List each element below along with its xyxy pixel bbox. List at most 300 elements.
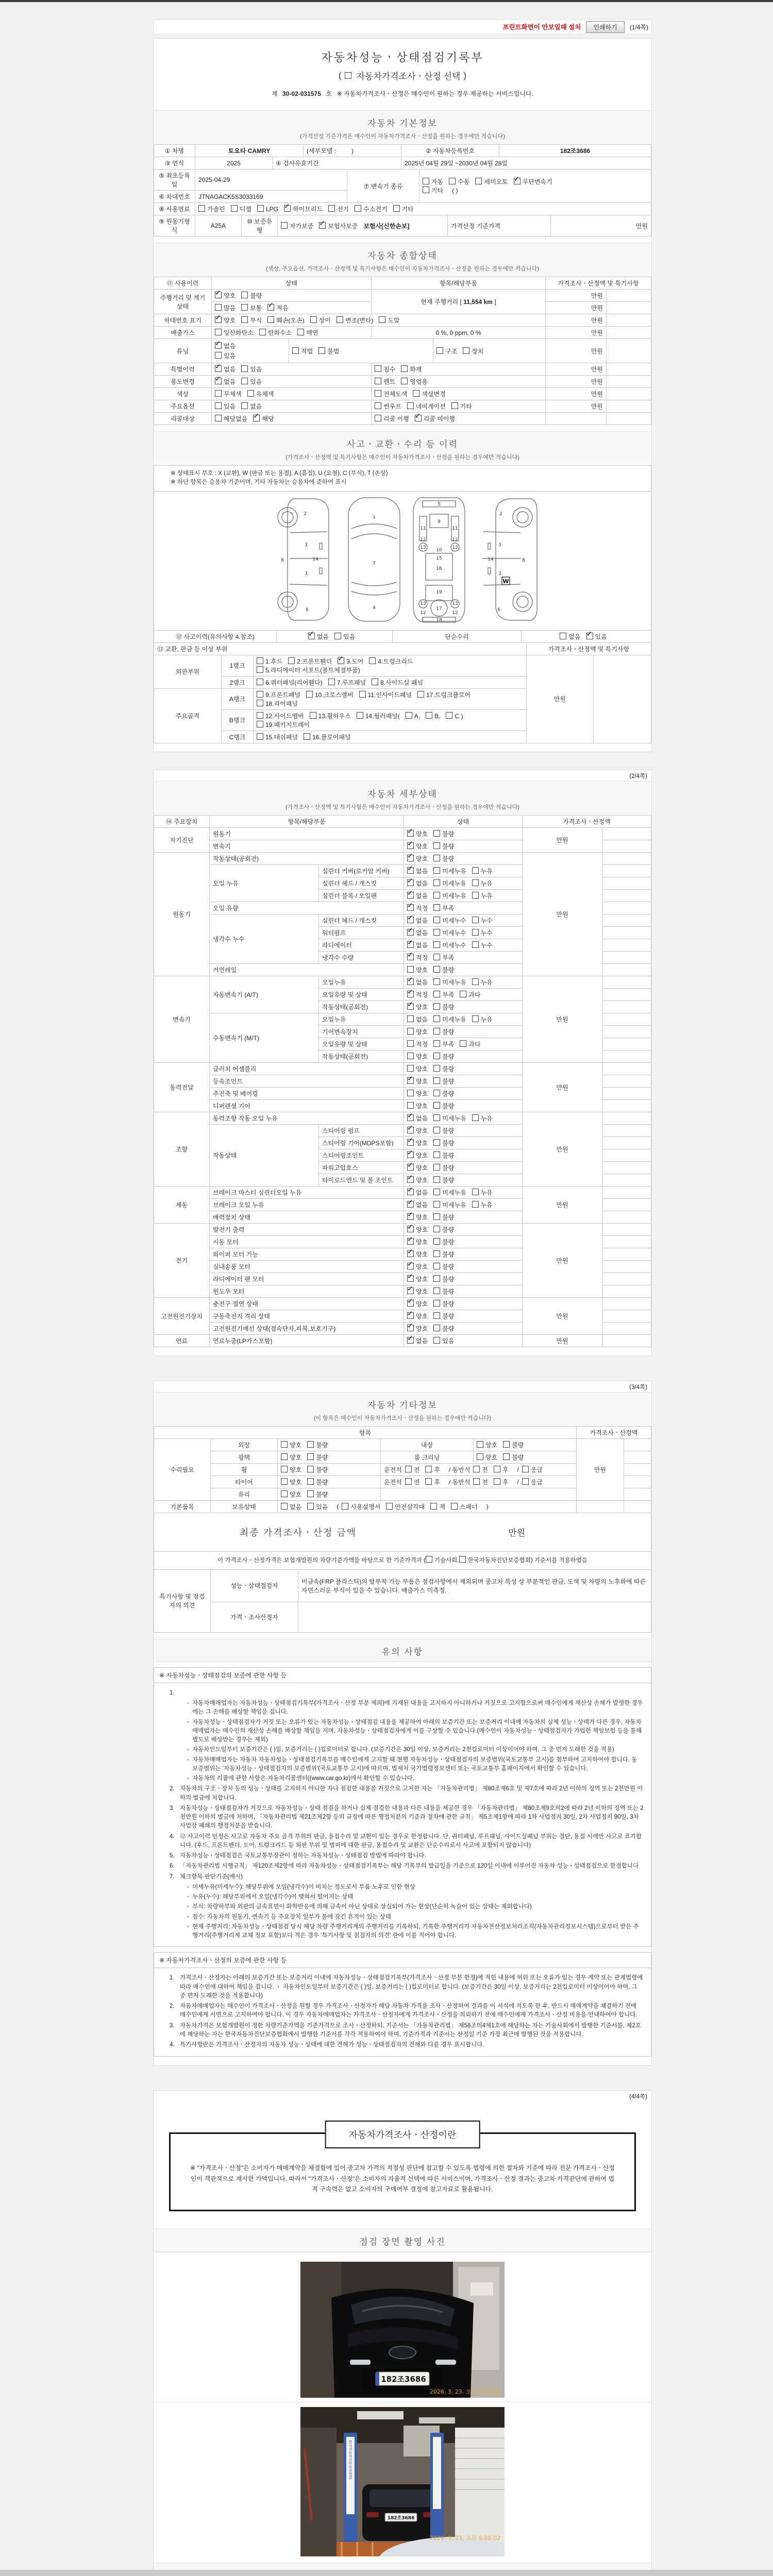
checkbox-icon[interactable] — [433, 929, 440, 936]
checkbox-option[interactable] — [433, 1250, 454, 1259]
basis-engineer-checkbox[interactable] — [426, 1556, 432, 1563]
checkbox-icon[interactable] — [257, 700, 263, 706]
checkbox-option[interactable] — [310, 711, 351, 720]
checkbox-icon[interactable] — [433, 1040, 440, 1047]
checkbox-option[interactable] — [522, 1465, 543, 1474]
checkbox-option[interactable] — [257, 657, 282, 666]
checkbox-option[interactable] — [433, 1262, 454, 1271]
checkbox-option[interactable] — [433, 854, 454, 863]
checkbox-option[interactable] — [307, 1490, 328, 1499]
checkbox-icon[interactable] — [477, 1453, 483, 1460]
checkbox-option[interactable] — [433, 928, 466, 937]
checkbox-icon[interactable] — [433, 1176, 440, 1183]
checkbox-checked-icon[interactable] — [407, 1151, 414, 1158]
checkbox-option[interactable] — [407, 829, 428, 838]
checkbox-icon[interactable] — [407, 966, 414, 973]
checkbox-checked-icon[interactable] — [407, 892, 414, 899]
checkbox-option[interactable] — [215, 402, 236, 411]
checkbox-option[interactable] — [433, 867, 466, 875]
checkbox-icon[interactable] — [231, 205, 238, 212]
checkbox-option[interactable] — [433, 1213, 454, 1222]
checkbox-option[interactable] — [337, 316, 373, 325]
checkbox-option[interactable] — [494, 1478, 509, 1486]
checkbox-option[interactable] — [433, 842, 454, 851]
checkbox-icon[interactable] — [494, 1478, 500, 1485]
checkbox-option[interactable] — [281, 222, 313, 230]
checkbox-icon[interactable] — [292, 347, 299, 354]
checkbox-icon[interactable] — [560, 633, 566, 639]
checkbox-icon[interactable] — [473, 1478, 480, 1485]
checkbox-option[interactable] — [386, 1502, 425, 1511]
checkbox-option[interactable] — [328, 678, 366, 687]
checkbox-icon[interactable] — [472, 1114, 479, 1121]
checkbox-option[interactable] — [514, 177, 552, 186]
checkbox-icon[interactable] — [433, 1189, 440, 1195]
checkbox-icon[interactable] — [379, 316, 385, 323]
checkbox-option[interactable] — [407, 1262, 428, 1271]
checkbox-option[interactable] — [433, 1188, 466, 1197]
checkbox-option[interactable] — [463, 347, 483, 355]
checkbox-option[interactable] — [472, 1188, 493, 1197]
checkbox-option[interactable] — [472, 1114, 493, 1123]
checkbox-option[interactable] — [407, 953, 428, 962]
checkbox-option[interactable] — [472, 978, 493, 987]
checkbox-option[interactable] — [297, 328, 318, 337]
checkbox-option[interactable] — [407, 1139, 428, 1147]
checkbox-option[interactable] — [307, 1478, 328, 1486]
checkbox-icon[interactable] — [472, 929, 479, 936]
checkbox-option[interactable] — [318, 347, 339, 355]
checkbox-option[interactable] — [473, 1478, 488, 1486]
checkbox-option[interactable] — [433, 1126, 454, 1135]
checkbox-icon[interactable] — [433, 1213, 440, 1220]
checkbox-icon[interactable] — [307, 1503, 314, 1510]
checkbox-option[interactable] — [257, 699, 298, 708]
checkbox-icon[interactable] — [281, 1453, 288, 1460]
checkbox-checked-icon[interactable] — [215, 342, 222, 349]
checkbox-option[interactable] — [241, 316, 262, 325]
checkbox-option[interactable] — [417, 690, 470, 699]
checkbox-option[interactable] — [433, 1299, 454, 1308]
checkbox-checked-icon[interactable] — [215, 292, 222, 298]
checkbox-icon[interactable] — [425, 1478, 432, 1485]
checkbox-option[interactable] — [215, 328, 254, 337]
checkbox-option[interactable] — [433, 1064, 454, 1073]
checkbox-option[interactable] — [415, 414, 455, 423]
checkbox-option[interactable] — [257, 678, 323, 687]
checkbox-option[interactable] — [433, 941, 466, 950]
checkbox-option[interactable] — [436, 347, 457, 355]
checkbox-option[interactable] — [407, 990, 428, 999]
checkbox-checked-icon[interactable] — [586, 633, 593, 639]
checkbox-option[interactable] — [253, 414, 274, 423]
checkbox-checked-icon[interactable] — [338, 657, 344, 664]
checkbox-checked-icon[interactable] — [407, 1077, 414, 1084]
checkbox-icon[interactable] — [355, 205, 361, 212]
checkbox-icon[interactable] — [375, 390, 381, 397]
checkbox-option[interactable] — [407, 1052, 428, 1061]
checkbox-icon[interactable] — [281, 1503, 288, 1510]
checkbox-option[interactable] — [215, 316, 236, 325]
checkbox-icon[interactable] — [247, 390, 254, 397]
checkbox-option[interactable] — [257, 720, 310, 729]
checkbox-option[interactable] — [215, 291, 236, 300]
checkbox-icon[interactable] — [215, 304, 222, 311]
checkbox-icon[interactable] — [357, 712, 363, 719]
checkbox-icon[interactable] — [472, 917, 479, 923]
checkbox-checked-icon[interactable] — [407, 1337, 414, 1344]
checkbox-option[interactable] — [257, 733, 298, 741]
checkbox-option[interactable] — [375, 389, 407, 398]
checkbox-icon[interactable] — [375, 365, 381, 372]
checkbox-icon[interactable] — [433, 1300, 440, 1307]
checkbox-option[interactable] — [472, 928, 493, 937]
checkbox-option[interactable] — [407, 1299, 428, 1308]
checkbox-icon[interactable] — [407, 1065, 414, 1072]
checkbox-icon[interactable] — [241, 378, 248, 384]
checkbox-option[interactable] — [407, 1151, 428, 1160]
checkbox-icon[interactable] — [407, 1028, 414, 1035]
checkbox-icon[interactable] — [215, 352, 222, 359]
checkbox-icon[interactable] — [460, 991, 466, 997]
checkbox-checked-icon[interactable] — [407, 1263, 414, 1269]
checkbox-option[interactable] — [407, 879, 428, 888]
checkbox-icon[interactable] — [288, 657, 295, 664]
checkbox-icon[interactable] — [372, 679, 378, 685]
checkbox-option[interactable] — [407, 842, 428, 851]
checkbox-icon[interactable] — [433, 1250, 440, 1257]
checkbox-icon[interactable] — [433, 1312, 440, 1319]
checkbox-option[interactable] — [425, 1478, 440, 1486]
bottom-scroll-track[interactable] — [0, 2570, 773, 2576]
checkbox-checked-icon[interactable] — [407, 1176, 414, 1183]
checkbox-option[interactable] — [281, 1478, 301, 1486]
checkbox-icon[interactable] — [433, 1287, 440, 1294]
checkbox-option[interactable] — [375, 414, 409, 423]
checkbox-checked-icon[interactable] — [253, 415, 260, 421]
checkbox-checked-icon[interactable] — [215, 365, 222, 372]
checkbox-option[interactable] — [334, 632, 355, 641]
checkbox-checked-icon[interactable] — [407, 904, 414, 911]
checkbox-icon[interactable] — [425, 1466, 432, 1472]
checkbox-checked-icon[interactable] — [308, 633, 315, 639]
checkbox-icon[interactable] — [281, 1490, 288, 1497]
checkbox-option[interactable] — [407, 1238, 428, 1246]
checkbox-option[interactable] — [433, 829, 454, 838]
checkbox-option[interactable] — [433, 879, 466, 888]
checkbox-option[interactable] — [433, 1324, 454, 1333]
checkbox-option[interactable] — [281, 1453, 301, 1462]
checkbox-option[interactable] — [375, 402, 401, 411]
checkbox-icon[interactable] — [433, 842, 440, 849]
checkbox-icon[interactable] — [267, 316, 274, 323]
checkbox-option[interactable] — [460, 1040, 480, 1048]
checkbox-icon[interactable] — [433, 966, 440, 973]
checkbox-icon[interactable] — [407, 1053, 414, 1059]
checkbox-option[interactable] — [433, 1077, 454, 1086]
checkbox-option[interactable] — [433, 904, 454, 912]
checkbox-icon[interactable] — [407, 1090, 414, 1096]
checkbox-icon[interactable] — [473, 1466, 480, 1472]
checkbox-checked-icon[interactable] — [407, 1287, 414, 1294]
checkbox-icon[interactable] — [433, 1263, 440, 1269]
checkbox-option[interactable] — [503, 1453, 524, 1462]
checkbox-option[interactable] — [433, 891, 466, 900]
checkbox-option[interactable] — [433, 1176, 454, 1184]
checkbox-checked-icon[interactable] — [407, 991, 414, 997]
checkbox-option[interactable] — [407, 867, 428, 875]
checkbox-option[interactable] — [407, 1015, 428, 1024]
checkbox-option[interactable] — [407, 928, 428, 937]
checkbox-option[interactable] — [407, 1287, 428, 1296]
checkbox-icon[interactable] — [407, 1102, 414, 1109]
checkbox-option[interactable] — [259, 328, 292, 337]
checkbox-icon[interactable] — [430, 1503, 437, 1510]
checkbox-icon[interactable] — [503, 1453, 510, 1460]
checkbox-icon[interactable] — [407, 1015, 414, 1022]
checkbox-icon[interactable] — [433, 1164, 440, 1171]
checkbox-icon[interactable] — [449, 178, 456, 184]
checkbox-option[interactable] — [241, 365, 262, 374]
checkbox-option[interactable] — [413, 389, 445, 398]
checkbox-option[interactable] — [503, 1440, 524, 1449]
checkbox-icon[interactable] — [522, 1478, 529, 1485]
checkbox-icon[interactable] — [342, 1503, 348, 1510]
checkbox-icon[interactable] — [375, 415, 381, 421]
checkbox-option[interactable] — [407, 1188, 428, 1197]
checkbox-option[interactable] — [319, 222, 358, 230]
checkbox-checked-icon[interactable] — [407, 1201, 414, 1208]
checkbox-icon[interactable] — [433, 917, 440, 923]
checkbox-icon[interactable] — [375, 402, 381, 409]
checkbox-option[interactable] — [433, 1040, 454, 1048]
checkbox-option[interactable] — [407, 1275, 428, 1283]
checkbox-option[interactable] — [215, 342, 285, 350]
checkbox-option[interactable] — [215, 365, 236, 374]
checkbox-icon[interactable] — [310, 316, 317, 323]
checkbox-icon[interactable] — [433, 1275, 440, 1282]
checkbox-icon[interactable] — [451, 1503, 458, 1510]
checkbox-option[interactable] — [472, 1015, 493, 1024]
checkbox-option[interactable] — [198, 205, 225, 213]
checkbox-icon[interactable] — [337, 316, 343, 323]
checkbox-icon[interactable] — [433, 941, 440, 948]
checkbox-option[interactable] — [433, 1275, 454, 1283]
checkbox-icon[interactable] — [281, 1478, 288, 1485]
checkbox-option[interactable] — [433, 1163, 454, 1172]
checkbox-checked-icon[interactable] — [415, 415, 422, 421]
checkbox-option[interactable] — [407, 402, 446, 411]
checkbox-icon[interactable] — [257, 691, 263, 698]
checkbox-icon[interactable] — [503, 1441, 510, 1448]
checkbox-option[interactable] — [423, 177, 443, 186]
checkbox-icon[interactable] — [433, 1151, 440, 1158]
checkbox-option[interactable] — [257, 690, 300, 699]
checkbox-icon[interactable] — [433, 879, 440, 886]
checkbox-icon[interactable] — [281, 1441, 288, 1448]
checkbox-option[interactable] — [407, 1089, 428, 1098]
basis-association-checkbox[interactable] — [459, 1556, 466, 1563]
checkbox-option[interactable] — [433, 990, 454, 999]
checkbox-option[interactable] — [460, 990, 480, 999]
checkbox-option[interactable] — [407, 941, 428, 950]
checkbox-option[interactable] — [407, 1126, 428, 1135]
checkbox-option[interactable] — [472, 916, 493, 925]
checkbox-icon[interactable] — [257, 657, 263, 664]
checkbox-option[interactable] — [433, 978, 466, 987]
checkbox-checked-icon[interactable] — [267, 304, 274, 311]
checkbox-checked-icon[interactable] — [407, 879, 414, 886]
checkbox-icon[interactable] — [307, 1478, 314, 1485]
checkbox-icon[interactable] — [241, 292, 248, 298]
checkbox-option[interactable] — [281, 1490, 301, 1499]
checkbox-icon[interactable] — [241, 365, 248, 372]
checkbox-option[interactable] — [449, 177, 469, 186]
checkbox-icon[interactable] — [401, 365, 408, 372]
checkbox-option[interactable] — [292, 347, 313, 355]
checkbox-option[interactable] — [375, 365, 395, 374]
checkbox-option[interactable] — [307, 1465, 328, 1474]
checkbox-icon[interactable] — [423, 187, 429, 193]
checkbox-option[interactable] — [472, 1200, 493, 1209]
checkbox-icon[interactable] — [407, 402, 414, 409]
checkbox-option[interactable] — [433, 1003, 454, 1011]
checkbox-checked-icon[interactable] — [215, 378, 222, 384]
checkbox-option[interactable] — [433, 1336, 454, 1345]
checkbox-icon[interactable] — [328, 205, 335, 212]
checkbox-option[interactable] — [405, 1478, 420, 1486]
checkbox-checked-icon[interactable] — [407, 1213, 414, 1220]
checkbox-option[interactable] — [423, 186, 443, 195]
checkbox-option[interactable] — [407, 904, 428, 912]
checkbox-option[interactable] — [407, 1101, 428, 1110]
checkbox-icon[interactable] — [494, 1466, 500, 1472]
checkbox-option[interactable] — [215, 377, 236, 386]
checkbox-checked-icon[interactable] — [407, 1114, 414, 1121]
checkbox-icon[interactable] — [257, 712, 263, 719]
checkbox-option[interactable] — [433, 1200, 466, 1209]
checkbox-icon[interactable] — [433, 892, 440, 899]
checkbox-icon[interactable] — [386, 1503, 393, 1510]
checkbox-option[interactable] — [257, 666, 360, 674]
checkbox-option[interactable] — [407, 854, 428, 863]
checkbox-icon[interactable] — [522, 1466, 529, 1472]
checkbox-icon[interactable] — [259, 329, 266, 335]
checkbox-option[interactable] — [401, 365, 422, 374]
checkbox-checked-icon[interactable] — [407, 1312, 414, 1319]
checkbox-option[interactable] — [281, 1502, 301, 1511]
checkbox-checked-icon[interactable] — [407, 954, 414, 960]
checkbox-icon[interactable] — [433, 1325, 440, 1331]
checkbox-option[interactable] — [407, 1324, 428, 1333]
checkbox-checked-icon[interactable] — [407, 1127, 414, 1133]
checkbox-option[interactable] — [407, 1027, 428, 1036]
checkbox-option[interactable] — [494, 1465, 509, 1474]
price-survey-select-checkbox[interactable] — [345, 72, 351, 79]
checkbox-checked-icon[interactable] — [407, 1003, 414, 1010]
checkbox-option[interactable] — [355, 205, 387, 213]
checkbox-option[interactable] — [338, 657, 363, 666]
checkbox-icon[interactable] — [375, 378, 381, 384]
checkbox-icon[interactable] — [433, 1238, 440, 1245]
checkbox-icon[interactable] — [307, 1466, 314, 1472]
checkbox-icon[interactable] — [426, 712, 432, 719]
checkbox-option[interactable] — [433, 1151, 454, 1160]
checkbox-icon[interactable] — [423, 178, 429, 184]
checkbox-icon[interactable] — [257, 205, 264, 212]
checkbox-option[interactable] — [451, 402, 472, 411]
checkbox-option[interactable] — [433, 1312, 454, 1320]
checkbox-icon[interactable] — [297, 329, 304, 335]
checkbox-option[interactable] — [257, 711, 304, 720]
checkbox-option[interactable] — [433, 1101, 454, 1110]
checkbox-option[interactable] — [241, 402, 262, 411]
checkbox-icon[interactable] — [406, 712, 412, 719]
checkbox-option[interactable] — [215, 303, 236, 312]
checkbox-option[interactable] — [475, 177, 508, 186]
checkbox-option[interactable] — [375, 377, 395, 386]
checkbox-icon[interactable] — [334, 633, 341, 639]
checkbox-icon[interactable] — [433, 1090, 440, 1096]
checkbox-option[interactable] — [433, 1287, 454, 1296]
print-install-hint[interactable]: 프린트화면이 안보일때 설치 — [502, 24, 581, 31]
checkbox-icon[interactable] — [281, 1466, 288, 1472]
checkbox-icon[interactable] — [451, 402, 458, 409]
checkbox-icon[interactable] — [433, 1337, 440, 1344]
checkbox-icon[interactable] — [436, 347, 443, 354]
checkbox-option[interactable] — [433, 1015, 466, 1024]
checkbox-option[interactable] — [407, 1336, 428, 1345]
checkbox-option[interactable] — [215, 389, 242, 398]
checkbox-icon[interactable] — [475, 178, 482, 184]
checkbox-option[interactable] — [426, 712, 440, 720]
checkbox-option[interactable] — [407, 1077, 428, 1086]
checkbox-icon[interactable] — [405, 1466, 412, 1472]
checkbox-icon[interactable] — [433, 978, 440, 985]
checkbox-icon[interactable] — [446, 712, 452, 719]
checkbox-icon[interactable] — [433, 1077, 440, 1084]
checkbox-icon[interactable] — [433, 1065, 440, 1072]
checkbox-option[interactable] — [288, 657, 332, 666]
checkbox-checked-icon[interactable] — [407, 1238, 414, 1245]
checkbox-option[interactable] — [342, 1502, 380, 1511]
checkbox-checked-icon[interactable] — [407, 929, 414, 936]
checkbox-checked-icon[interactable] — [407, 855, 414, 861]
checkbox-icon[interactable] — [433, 1127, 440, 1133]
checkbox-icon[interactable] — [472, 978, 479, 985]
checkbox-checked-icon[interactable] — [215, 316, 222, 323]
checkbox-icon[interactable] — [433, 1226, 440, 1232]
checkbox-option[interactable] — [359, 690, 412, 699]
checkbox-option[interactable] — [433, 1114, 466, 1123]
checkbox-option[interactable] — [401, 377, 428, 386]
checkbox-option[interactable] — [257, 205, 278, 213]
checkbox-icon[interactable] — [328, 679, 335, 685]
checkbox-option[interactable] — [284, 205, 323, 213]
checkbox-checked-icon[interactable] — [407, 842, 414, 849]
checkbox-checked-icon[interactable] — [407, 1275, 414, 1282]
checkbox-option[interactable] — [451, 1502, 478, 1511]
checkbox-option[interactable] — [433, 965, 454, 974]
checkbox-option[interactable] — [306, 690, 354, 699]
checkbox-option[interactable] — [307, 1440, 328, 1449]
checkbox-option[interactable] — [304, 733, 351, 741]
checkbox-icon[interactable] — [257, 679, 263, 685]
checkbox-option[interactable] — [433, 953, 454, 962]
checkbox-icon[interactable] — [359, 691, 366, 698]
checkbox-icon[interactable] — [215, 390, 222, 397]
checkbox-option[interactable] — [407, 1163, 428, 1172]
